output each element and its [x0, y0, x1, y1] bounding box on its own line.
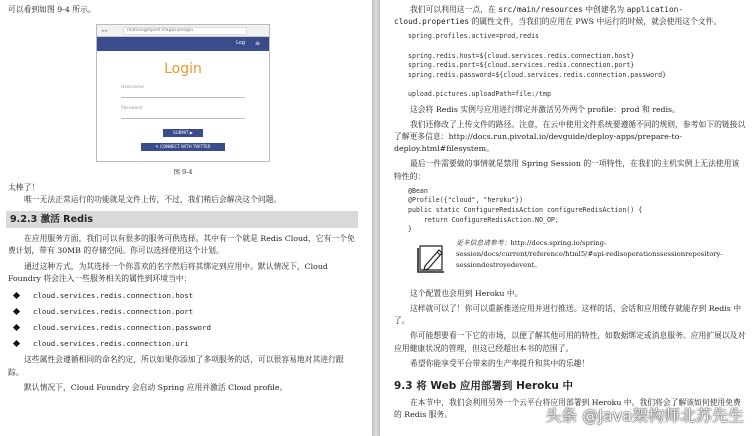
- browser-url-field: matsongmport.cfappsio/login: [123, 27, 247, 35]
- paragraph-naming: 这些属性会遵循相同的命名约定，所以如果你添加了多项服务的话，可以很容易地对其进行跟踪。: [8, 355, 344, 377]
- submit-button: SUBMIT ▶: [163, 129, 203, 137]
- browser-nav-icon: ◂ ▸: [101, 28, 108, 35]
- paragraph-enjoy: 希望你能享受平台带来的生产率提升和其中的乐趣！: [410, 358, 590, 368]
- paragraph-heroku-config: 这个配置也会用到 Heroku 中。: [410, 288, 523, 298]
- app-navbar: [97, 37, 269, 51]
- bullet-icon: [13, 324, 20, 331]
- paragraph-great: 太棒了！: [8, 183, 40, 193]
- code-block-properties: spring.profiles.active=prod,redis spring.redis.host=${cloud.services.redis.connection.host} spring.redis.port=${cloud.services.redis.connection.port} spring.redis.password=${cloud.services.redis.connection.password} upload.pictures.uploadPath=file:/tmp: [408, 32, 667, 98]
- intro-line: 可以看到如图 9-4 所示。: [8, 5, 96, 14]
- paragraph-done: 这样就可以了！你可以重新推送应用并进行推送。这样的话，会话和应用缓存就能存到 Redis 中了。: [394, 303, 742, 326]
- list-item: cloud.services.redis.connection.password: [8, 319, 358, 335]
- list-item: cloud.services.redis.connection.host: [8, 287, 358, 303]
- paragraph-marketplace: 你可能想要看一下它的市场，以便了解其他可用的特性，如数据绑定或消息服务。应用扩展以及对应用健康状况的管理，但这已经超出本书的范围了。: [394, 331, 746, 353]
- paragraph-heroku-intro: 在本节中，我们会利用另外一个云平台将应用部署到 Heroku 中。我们将会了解该如何使用免费的 Redis 服务。: [394, 397, 741, 420]
- page-gutter: [372, 0, 380, 436]
- note-pencil-icon: [416, 240, 448, 274]
- bullet-icon: [13, 292, 20, 299]
- paragraph-properties-file: 我们可以利用这一点，在 src/main/resources 中创建名为 application-cloud.properties 的属性文件，当我们的应用在 PWS 中运行的时候，就会使用这个文件。: [394, 5, 722, 27]
- property-list: [8, 287, 358, 351]
- code-block-bean: @Bean @Profile({"cloud", "heroku"}) public static ConfigureRedisAction configureRedisAction() { return ConfigureRedisAction.NO_OP; }: [408, 186, 643, 234]
- password-label: Password: [121, 106, 143, 112]
- paragraph-disable-feature: 最后一件需要做的事情就是禁用 Spring Session 的一项特性，在我们的主机实例上无法使用该特性的：: [394, 159, 740, 181]
- twitter-button: ✎ CONNECT WITH TWITTER: [141, 143, 225, 151]
- figure-caption: 图 9-4: [173, 168, 193, 177]
- browser-url-bar: [97, 25, 269, 37]
- paragraph-redis-cloud: 在应用服务方面，我们可以有很多的服务可供选择。其中有一个就是 Redis Cloud，它有一个免费计划，带有 30MB 的存储空间。你可以选择使用这个计划。: [8, 233, 355, 255]
- section-heading-redis: 9.2.3 激活 Redis: [6, 211, 358, 228]
- paragraph-upload-path: 我们还修改了上传文件的路径。注意，在云中使用文件系统要遵循不同的规则，参考如下的链接以了解更多信息：http://docs.run.pivotal.io/devguide/deploy-apps/prepare-to-deploy.html#filesystem。: [394, 119, 746, 154]
- note-box: [416, 238, 746, 284]
- username-label: Username: [121, 85, 144, 91]
- note-text: 更多信息请参考：http://docs.spring.io/spring-session/docs/current/reference/html5/#api-redisoperationssessionrepository-sessiondestroyedevent。: [456, 238, 723, 269]
- left-page: [0, 0, 372, 436]
- paragraph-bind-service: 通过这种方式，为其选择一个你喜欢的名字然后将其绑定到应用中。默认情况下，Cloud Foundry 将会注入一些服务相关的属性到环境当中：: [8, 262, 328, 284]
- paragraph-cloud-profile: 默认情况下，Cloud Foundry 会启动 Spring 应用并激活 Cloud profile。: [24, 382, 288, 392]
- watermark: 头条 @Java架构师北苏先生: [545, 406, 744, 425]
- password-field: [121, 106, 245, 119]
- list-item: cloud.services.redis.connection.port: [8, 303, 358, 319]
- hamburger-icon: ≡: [254, 40, 260, 48]
- section-heading-heroku: 9.3 将 Web 应用部署到 Heroku 中: [394, 379, 573, 392]
- login-screenshot-figure: [96, 24, 270, 162]
- username-field: [121, 85, 245, 98]
- bullet-icon: [13, 308, 20, 315]
- bullet-icon: [13, 340, 20, 347]
- paragraph-profiles: 这会将 Redis 实例与应用进行绑定并激活另外两个 profile：prod 和 redis。: [410, 104, 680, 114]
- right-page: [380, 0, 754, 436]
- paragraph-upload-note: 唯一无法正常运行的功能就是文件上传，不过，我们稍后会解决这个问题。: [24, 195, 282, 205]
- login-title: Login: [164, 61, 202, 78]
- navbar-login-link: Log: [236, 40, 245, 47]
- list-item: cloud.services.redis.connection.uri: [8, 335, 358, 351]
